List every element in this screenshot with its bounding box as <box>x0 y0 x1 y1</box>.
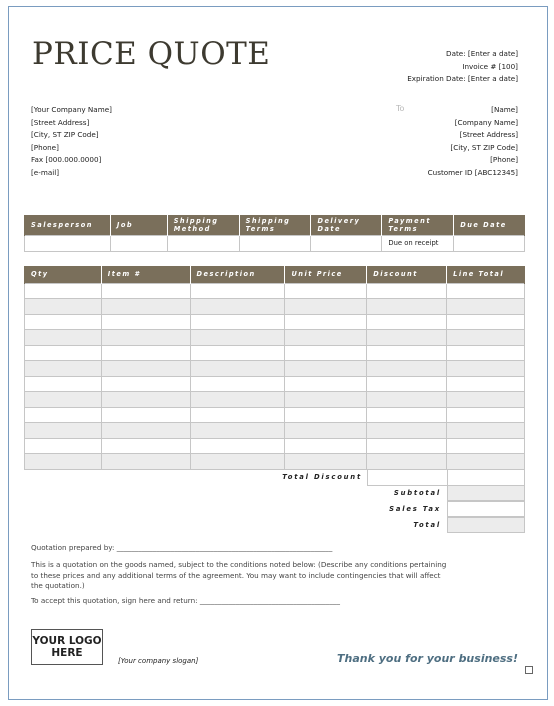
logo-text: YOUR LOGO <box>32 635 102 647</box>
line-item-cell[interactable] <box>101 438 190 454</box>
table-row <box>25 314 525 330</box>
line-item-cell[interactable] <box>101 314 190 330</box>
line-item-cell[interactable] <box>25 407 102 423</box>
table-row <box>25 283 525 299</box>
order-info-table <box>24 215 525 252</box>
line-item-cell[interactable] <box>285 423 367 439</box>
due-date-cell[interactable] <box>454 235 525 251</box>
invoice-number[interactable]: Invoice # [100] <box>462 61 518 71</box>
table-row <box>25 407 525 423</box>
line-item-cell[interactable] <box>190 376 285 392</box>
line-item-cell[interactable] <box>447 407 525 423</box>
table-row <box>25 235 525 251</box>
line-item-cell[interactable] <box>447 454 525 470</box>
line-item-cell[interactable] <box>367 423 447 439</box>
line-item-cell[interactable] <box>447 361 525 377</box>
line-item-cell[interactable] <box>190 314 285 330</box>
line-item-cell[interactable] <box>367 283 447 299</box>
total-label: Total <box>413 521 441 529</box>
logo-placeholder[interactable] <box>31 629 103 665</box>
line-item-cell[interactable] <box>25 299 102 315</box>
line-item-cell[interactable] <box>367 345 447 361</box>
line-item-cell[interactable] <box>367 376 447 392</box>
line-item-cell[interactable] <box>447 423 525 439</box>
col-header: Delivery Date <box>311 215 382 235</box>
subtotal-cell[interactable] <box>447 485 525 501</box>
signature-line[interactable]: To accept this quotation, sign here and return: _______________________________________ <box>31 596 340 605</box>
line-item-cell[interactable] <box>285 345 367 361</box>
line-item-cell[interactable] <box>447 283 525 299</box>
date-field[interactable]: Date: [Enter a date] <box>446 49 518 58</box>
line-item-cell[interactable] <box>190 438 285 454</box>
line-item-cell[interactable] <box>101 423 190 439</box>
col-header: Salesperson <box>25 215 111 235</box>
table-row <box>25 423 525 439</box>
table-row <box>25 454 525 470</box>
table-row <box>25 392 525 408</box>
table-header-row <box>25 215 525 235</box>
line-item-cell[interactable] <box>367 330 447 346</box>
customer-id[interactable]: Customer ID [ABC12345] <box>427 167 518 177</box>
company-slogan[interactable]: [Your company slogan] <box>118 657 199 665</box>
col-header: Job <box>110 215 167 235</box>
line-item-cell[interactable] <box>285 407 367 423</box>
line-item-cell[interactable] <box>101 392 190 408</box>
line-item-cell[interactable] <box>25 361 102 377</box>
table-header-row <box>25 266 525 283</box>
recipient-company[interactable]: [Company Name] <box>454 117 518 127</box>
line-item-cell[interactable] <box>190 283 285 299</box>
line-item-cell[interactable] <box>25 454 102 470</box>
line-item-cell[interactable] <box>367 361 447 377</box>
delivery-date-cell[interactable] <box>311 235 382 251</box>
table-row <box>25 361 525 377</box>
col-header: Discount <box>367 266 447 283</box>
subtotal-label: Subtotal <box>393 489 441 497</box>
line-item-cell[interactable] <box>25 345 102 361</box>
phone[interactable]: [Phone] <box>31 142 59 152</box>
line-item-cell[interactable] <box>25 283 102 299</box>
line-item-cell[interactable] <box>101 345 190 361</box>
line-item-cell[interactable] <box>25 330 102 346</box>
line-item-cell[interactable] <box>367 454 447 470</box>
line-item-cell[interactable] <box>285 299 367 315</box>
line-item-cell[interactable] <box>25 438 102 454</box>
line-item-cell[interactable] <box>190 361 285 377</box>
line-items-table <box>24 266 525 470</box>
street-address[interactable]: [Street Address] <box>31 117 90 127</box>
table-row <box>25 345 525 361</box>
line-item-cell[interactable] <box>101 376 190 392</box>
line-item-cell[interactable] <box>190 392 285 408</box>
col-header: Unit Price <box>285 266 367 283</box>
line-item-cell[interactable] <box>285 283 367 299</box>
line-item-cell[interactable] <box>190 345 285 361</box>
line-item-cell[interactable] <box>25 314 102 330</box>
line-item-cell[interactable] <box>285 438 367 454</box>
line-item-cell[interactable] <box>101 299 190 315</box>
line-item-cell[interactable] <box>367 392 447 408</box>
line-item-cell[interactable] <box>367 299 447 315</box>
line-item-cell[interactable] <box>447 392 525 408</box>
table-row <box>25 438 525 454</box>
line-item-cell[interactable] <box>190 454 285 470</box>
sales-tax-label: Sales Tax <box>389 505 441 513</box>
fax[interactable]: Fax [000.000.0000] <box>31 155 102 165</box>
quotation-terms: This is a quotation on the goods named, subject to the conditions noted below: (Describe any conditions pertaining to these prices and any additional terms of the agreement. You may want to include contingencies that will affect the quotation.) <box>31 560 447 590</box>
line-item-cell[interactable] <box>25 423 102 439</box>
logo-text: HERE <box>51 647 83 659</box>
recipient-city[interactable]: [City, ST ZIP Code] <box>450 142 518 152</box>
shipping-terms-cell[interactable] <box>239 235 311 251</box>
salesperson-cell[interactable] <box>25 235 111 251</box>
col-header: Qty <box>25 266 102 283</box>
col-header: Shipping Terms <box>239 215 311 235</box>
sender-address <box>31 104 112 180</box>
document-title: PRICE QUOTE <box>32 36 271 72</box>
line-item-cell[interactable] <box>285 314 367 330</box>
recipient-street[interactable]: [Street Address] <box>459 130 518 140</box>
total-cell[interactable] <box>447 517 525 533</box>
table-row <box>25 376 525 392</box>
line-item-cell[interactable] <box>367 407 447 423</box>
line-items-body <box>25 283 525 469</box>
city-state-zip[interactable]: [City, ST ZIP Code] <box>31 130 99 140</box>
sales-tax-cell[interactable] <box>447 501 525 517</box>
line-item-cell[interactable] <box>101 330 190 346</box>
expiration-date[interactable]: Expiration Date: [Enter a date] <box>407 74 518 84</box>
to-label: To <box>396 104 405 113</box>
line-item-cell[interactable] <box>447 330 525 346</box>
line-item-cell[interactable] <box>25 376 102 392</box>
line-item-cell[interactable] <box>285 454 367 470</box>
prepared-by-line[interactable]: Quotation prepared by: ____________________________________________________________ <box>31 543 333 552</box>
recipient-phone[interactable]: [Phone] <box>490 155 518 165</box>
line-item-cell[interactable] <box>367 438 447 454</box>
line-item-cell[interactable] <box>285 376 367 392</box>
line-item-cell[interactable] <box>367 314 447 330</box>
shipping-method-cell[interactable] <box>167 235 239 251</box>
total-discount-label: Total Discount <box>282 473 362 481</box>
col-header: Payment Terms <box>382 215 454 235</box>
payment-terms-cell[interactable]: Due on receipt <box>382 235 454 251</box>
total-discount-cell[interactable] <box>367 470 448 486</box>
col-header: Line Total <box>447 266 525 283</box>
col-header: Item # <box>101 266 190 283</box>
line-item-cell[interactable] <box>447 438 525 454</box>
company-name[interactable]: [Your Company Name] <box>31 105 112 114</box>
table-row <box>25 299 525 315</box>
col-header: Description <box>190 266 285 283</box>
email[interactable]: [e-mail] <box>31 167 60 177</box>
line-item-cell[interactable] <box>447 345 525 361</box>
thank-you-message: Thank you for your business! <box>337 652 518 665</box>
line-item-cell[interactable] <box>101 361 190 377</box>
line-item-cell[interactable] <box>101 407 190 423</box>
line-item-cell[interactable] <box>101 283 190 299</box>
line-item-cell[interactable] <box>101 454 190 470</box>
line-item-cell[interactable] <box>190 299 285 315</box>
line-item-cell[interactable] <box>285 392 367 408</box>
job-cell[interactable] <box>110 235 167 251</box>
col-header: Shipping Method <box>167 215 239 235</box>
col-header: Due Date <box>454 215 525 235</box>
line-item-cell[interactable] <box>25 392 102 408</box>
checkbox[interactable] <box>525 666 533 674</box>
line-item-cell[interactable] <box>190 407 285 423</box>
line-item-cell[interactable] <box>447 376 525 392</box>
line-item-cell[interactable] <box>447 314 525 330</box>
table-row <box>25 330 525 346</box>
total-discount-line-cell <box>447 470 525 486</box>
recipient-address <box>428 104 518 180</box>
line-item-cell[interactable] <box>285 361 367 377</box>
line-item-cell[interactable] <box>190 423 285 439</box>
quote-meta <box>407 48 518 86</box>
recipient-name[interactable]: [Name] <box>491 105 518 114</box>
line-item-cell[interactable] <box>285 330 367 346</box>
line-item-cell[interactable] <box>447 299 525 315</box>
line-item-cell[interactable] <box>190 330 285 346</box>
